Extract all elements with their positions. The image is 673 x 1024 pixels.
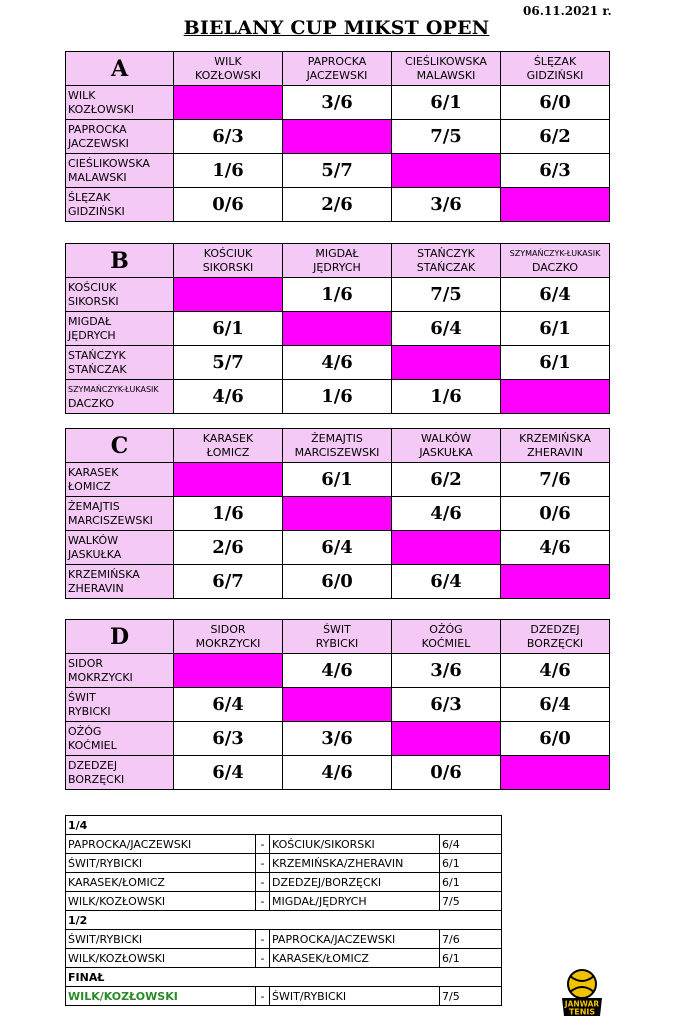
player-name-1: ŻEMAJTIS — [311, 431, 363, 445]
match-row — [66, 987, 502, 1006]
group-row — [66, 565, 610, 599]
score-cell: 4/6 — [392, 497, 501, 531]
group-row — [66, 154, 610, 188]
diagonal-cell — [174, 278, 283, 312]
group-table-a — [65, 51, 610, 222]
score-cell: 6/4 — [392, 565, 501, 599]
group-row — [66, 654, 610, 688]
player-name-2: MARCISZEWSKI — [68, 513, 153, 527]
score-cell: 7/6 — [501, 463, 610, 497]
score-cell: 5/7 — [174, 346, 283, 380]
group-letter: D — [66, 620, 174, 654]
versus-dash: - — [256, 949, 270, 968]
team-b: KARASEK/ŁOMICZ — [270, 949, 440, 968]
player-name-2: DACZKO — [68, 396, 115, 410]
score-cell: 6/7 — [174, 565, 283, 599]
column-header-player — [283, 429, 392, 463]
score-cell: 6/1 — [501, 346, 610, 380]
score-cell: 6/3 — [501, 154, 610, 188]
player-name-1: PAPROCKA — [307, 54, 367, 68]
player-name-2: BORZĘCKI — [68, 772, 125, 786]
team-a: KARASEK/ŁOMICZ — [66, 873, 256, 892]
player-name-1: MIGDAŁ — [68, 314, 112, 328]
group-table-c — [65, 428, 610, 599]
player-name-1: OŻÓG — [429, 622, 463, 636]
diagonal-cell — [283, 497, 392, 531]
score-cell: 6/0 — [283, 565, 392, 599]
versus-dash: - — [256, 892, 270, 911]
row-header-player — [66, 463, 174, 497]
group-letter: C — [66, 429, 174, 463]
diagonal-cell — [392, 722, 501, 756]
score-cell: 7/5 — [392, 278, 501, 312]
team-a: PAPROCKA/JACZEWSKI — [66, 835, 256, 854]
score-cell: 4/6 — [283, 654, 392, 688]
team-a: ŚWIT/RYBICKI — [66, 854, 256, 873]
score-cell: 1/6 — [283, 278, 392, 312]
player-name-2: RYBICKI — [68, 704, 111, 718]
score-cell: 1/6 — [283, 380, 392, 414]
diagonal-cell — [283, 312, 392, 346]
match-row — [66, 873, 502, 892]
stage-label: FINAŁ — [66, 968, 502, 987]
player-name-1: KARASEK — [68, 465, 119, 479]
team-b: ŚWIT/RYBICKI — [270, 987, 440, 1006]
team-a: WILK/KOZŁOWSKI — [66, 892, 256, 911]
match-score: 6/1 — [440, 854, 502, 873]
score-cell: 6/1 — [392, 86, 501, 120]
player-name-1: ŚWIT — [323, 622, 351, 636]
column-header-player — [501, 52, 610, 86]
player-name-1: ŻEMAJTIS — [68, 499, 120, 513]
player-name-1: KARASEK — [202, 431, 254, 445]
player-name-2: MALAWSKI — [68, 170, 127, 184]
score-cell: 4/6 — [283, 756, 392, 790]
player-name-1: WALKÓW — [420, 431, 472, 445]
group-table-b — [65, 243, 610, 414]
score-cell: 3/6 — [392, 188, 501, 222]
player-name-2: BORZĘCKI — [526, 636, 584, 650]
player-name-2: SIKORSKI — [68, 294, 119, 308]
match-row — [66, 892, 502, 911]
row-header-player — [66, 346, 174, 380]
diagonal-cell — [392, 531, 501, 565]
row-header-player — [66, 312, 174, 346]
knockout-table — [65, 815, 502, 1006]
date-label: 06.11.2021 r. — [523, 4, 612, 18]
player-name-1: DZEDZEJ — [530, 622, 580, 636]
stage-row-final — [66, 968, 502, 987]
player-name-2: STAŃCZAK — [416, 260, 476, 274]
score-cell: 4/6 — [501, 654, 610, 688]
versus-dash: - — [256, 873, 270, 892]
group-row — [66, 278, 610, 312]
player-name-2: ZHERAVIN — [68, 581, 124, 595]
match-score: 7/6 — [440, 930, 502, 949]
diagonal-cell — [501, 565, 610, 599]
match-score: 7/5 — [440, 987, 502, 1006]
score-cell: 6/4 — [392, 312, 501, 346]
score-cell: 6/4 — [283, 531, 392, 565]
score-cell: 3/6 — [392, 654, 501, 688]
player-name-1: KOŚCIUK — [68, 280, 117, 294]
row-header-player — [66, 154, 174, 188]
score-cell: 6/3 — [174, 120, 283, 154]
score-cell: 1/6 — [392, 380, 501, 414]
score-cell: 6/3 — [392, 688, 501, 722]
column-header-player — [392, 429, 501, 463]
score-cell: 2/6 — [174, 531, 283, 565]
column-header-player — [283, 52, 392, 86]
player-name-2: SIKORSKI — [202, 260, 254, 274]
score-cell: 6/4 — [174, 756, 283, 790]
score-cell: 6/0 — [501, 722, 610, 756]
team-a: ŚWIT/RYBICKI — [66, 930, 256, 949]
player-name-1: ŚLĘZAK — [533, 54, 577, 68]
player-name-1: KRZEMIŃSKA — [519, 431, 591, 445]
player-name-2: RYBICKI — [315, 636, 359, 650]
score-cell: 0/6 — [392, 756, 501, 790]
versus-dash: - — [256, 835, 270, 854]
match-row — [66, 854, 502, 873]
group-row — [66, 463, 610, 497]
column-header-player — [392, 244, 501, 278]
versus-dash: - — [256, 854, 270, 873]
group-letter: B — [66, 244, 174, 278]
player-name-1: STAŃCZYK — [417, 246, 475, 260]
player-name-1: MIGDAŁ — [315, 246, 359, 260]
player-name-1: WILK — [68, 88, 96, 102]
team-a: WILK/KOZŁOWSKI — [66, 987, 256, 1006]
column-header-player — [392, 52, 501, 86]
row-header-player — [66, 497, 174, 531]
player-name-2: JACZEWSKI — [306, 68, 368, 82]
match-row — [66, 949, 502, 968]
score-cell: 6/1 — [174, 312, 283, 346]
player-name-1: ŚLĘZAK — [68, 190, 111, 204]
player-name-2: KOĆMIEL — [68, 738, 117, 752]
score-cell: 6/2 — [392, 463, 501, 497]
diagonal-cell — [392, 154, 501, 188]
player-name-1: SIDOR — [68, 656, 103, 670]
player-name-2: JĘDRYCH — [313, 260, 361, 274]
logo-line2: TENIS — [568, 1007, 596, 1017]
team-b: PAPROCKA/JACZEWSKI — [270, 930, 440, 949]
versus-dash: - — [256, 930, 270, 949]
match-score: 6/1 — [440, 949, 502, 968]
page-title: BIELANY CUP MIKST OPEN — [183, 17, 490, 39]
match-row — [66, 930, 502, 949]
row-header-player — [66, 565, 174, 599]
score-cell: 6/0 — [501, 86, 610, 120]
group-header-row — [66, 429, 610, 463]
group-row — [66, 188, 610, 222]
group-header-row — [66, 52, 610, 86]
match-score: 6/4 — [440, 835, 502, 854]
column-header-player — [174, 429, 283, 463]
player-name-2: JASKUŁKA — [68, 547, 122, 561]
score-cell: 6/4 — [174, 688, 283, 722]
column-header-player — [174, 52, 283, 86]
score-cell: 0/6 — [174, 188, 283, 222]
stage-row-semi — [66, 911, 502, 930]
player-name-1: PAPROCKA — [68, 122, 127, 136]
player-name-2: MOKRZYCKI — [195, 636, 261, 650]
match-score: 6/1 — [440, 873, 502, 892]
score-cell: 6/4 — [501, 688, 610, 722]
diagonal-cell — [501, 756, 610, 790]
row-header-player — [66, 531, 174, 565]
diagonal-cell — [283, 120, 392, 154]
row-header-player — [66, 380, 174, 414]
team-b: KOŚCIUK/SIKORSKI — [270, 835, 440, 854]
group-letter: A — [66, 52, 174, 86]
score-cell: 3/6 — [283, 722, 392, 756]
group-header-row — [66, 620, 610, 654]
column-header-player — [174, 620, 283, 654]
player-name-2: STAŃCZAK — [68, 362, 127, 376]
player-name-1: WALKÓW — [68, 533, 119, 547]
player-name-2: GIDZIŃSKI — [526, 68, 584, 82]
score-cell: 6/2 — [501, 120, 610, 154]
player-name-1: CIEŚLIKOWSKA — [405, 54, 487, 68]
player-name-1: SZYMAŃCZYK-ŁUKASIK — [68, 384, 159, 394]
logo-line1: JANWAR — [564, 999, 600, 1009]
column-header-player — [501, 429, 610, 463]
stage-label: 1/4 — [66, 816, 502, 835]
player-name-1: WILK — [214, 54, 242, 68]
stage-row-quarter — [66, 816, 502, 835]
player-name-2: ZHERAVIN — [527, 445, 583, 459]
team-b: KRZEMIŃSKA/ZHERAVIN — [270, 854, 440, 873]
score-cell: 4/6 — [174, 380, 283, 414]
player-name-2: MOKRZYCKI — [68, 670, 133, 684]
stage-label: 1/2 — [66, 911, 502, 930]
diagonal-cell — [174, 86, 283, 120]
player-name-1: KRZEMIŃSKA — [68, 567, 140, 581]
score-cell: 1/6 — [174, 154, 283, 188]
group-row — [66, 380, 610, 414]
row-header-player — [66, 120, 174, 154]
group-row — [66, 722, 610, 756]
group-row — [66, 120, 610, 154]
team-b: MIGDAŁ/JĘDRYCH — [270, 892, 440, 911]
score-cell: 7/5 — [392, 120, 501, 154]
score-cell: 6/1 — [283, 463, 392, 497]
column-header-player — [174, 244, 283, 278]
player-name-2: KOZŁOWSKI — [195, 68, 261, 82]
group-row — [66, 688, 610, 722]
row-header-player — [66, 722, 174, 756]
player-name-2: JACZEWSKI — [68, 136, 129, 150]
player-name-2: KOĆMIEL — [421, 636, 471, 650]
team-b: DZEDZEJ/BORZĘCKI — [270, 873, 440, 892]
player-name-2: DACZKO — [531, 260, 579, 274]
match-score: 7/5 — [440, 892, 502, 911]
player-name-2: KOZŁOWSKI — [68, 102, 134, 116]
score-cell: 2/6 — [283, 188, 392, 222]
score-cell: 1/6 — [174, 497, 283, 531]
group-row — [66, 756, 610, 790]
score-cell: 3/6 — [283, 86, 392, 120]
player-name-1: ŚWIT — [68, 690, 96, 704]
score-cell: 6/1 — [501, 312, 610, 346]
diagonal-cell — [501, 188, 610, 222]
diagonal-cell — [501, 380, 610, 414]
group-row — [66, 346, 610, 380]
score-cell: 4/6 — [283, 346, 392, 380]
diagonal-cell — [283, 688, 392, 722]
janwar-tenis-logo — [560, 968, 604, 1018]
player-name-2: ŁOMICZ — [68, 479, 111, 493]
player-name-1: SIDOR — [210, 622, 246, 636]
score-cell: 4/6 — [501, 531, 610, 565]
player-name-1: OŻÓG — [68, 724, 102, 738]
score-cell: 6/4 — [501, 278, 610, 312]
player-name-1: STAŃCZYK — [68, 348, 126, 362]
player-name-2: MARCISZEWSKI — [294, 445, 380, 459]
group-row — [66, 531, 610, 565]
group-header-row — [66, 244, 610, 278]
column-header-player — [501, 620, 610, 654]
row-header-player — [66, 188, 174, 222]
group-row — [66, 86, 610, 120]
score-cell: 0/6 — [501, 497, 610, 531]
group-row — [66, 497, 610, 531]
diagonal-cell — [174, 654, 283, 688]
group-table-d — [65, 619, 610, 790]
player-name-2: MALAWSKI — [416, 68, 476, 82]
versus-dash: - — [256, 987, 270, 1006]
team-a: WILK/KOZŁOWSKI — [66, 949, 256, 968]
column-header-player — [283, 620, 392, 654]
diagonal-cell — [174, 463, 283, 497]
row-header-player — [66, 86, 174, 120]
column-header-player — [392, 620, 501, 654]
player-name-2: ŁOMICZ — [206, 445, 250, 459]
row-header-player — [66, 756, 174, 790]
column-header-player — [501, 244, 610, 278]
column-header-player — [283, 244, 392, 278]
row-header-player — [66, 688, 174, 722]
player-name-2: JASKUŁKA — [419, 445, 473, 459]
player-name-1: KOŚCIUK — [203, 246, 253, 260]
group-row — [66, 312, 610, 346]
player-name-2: GIDZIŃSKI — [68, 204, 125, 218]
diagonal-cell — [392, 346, 501, 380]
score-cell: 5/7 — [283, 154, 392, 188]
match-row — [66, 835, 502, 854]
player-name-1: DZEDZEJ — [68, 758, 118, 772]
row-header-player — [66, 278, 174, 312]
player-name-1: SZYMAŃCZYK-ŁUKASIK — [509, 248, 601, 258]
row-header-player — [66, 654, 174, 688]
player-name-1: CIEŚLIKOWSKA — [68, 156, 150, 170]
player-name-2: JĘDRYCH — [68, 328, 116, 342]
score-cell: 6/3 — [174, 722, 283, 756]
